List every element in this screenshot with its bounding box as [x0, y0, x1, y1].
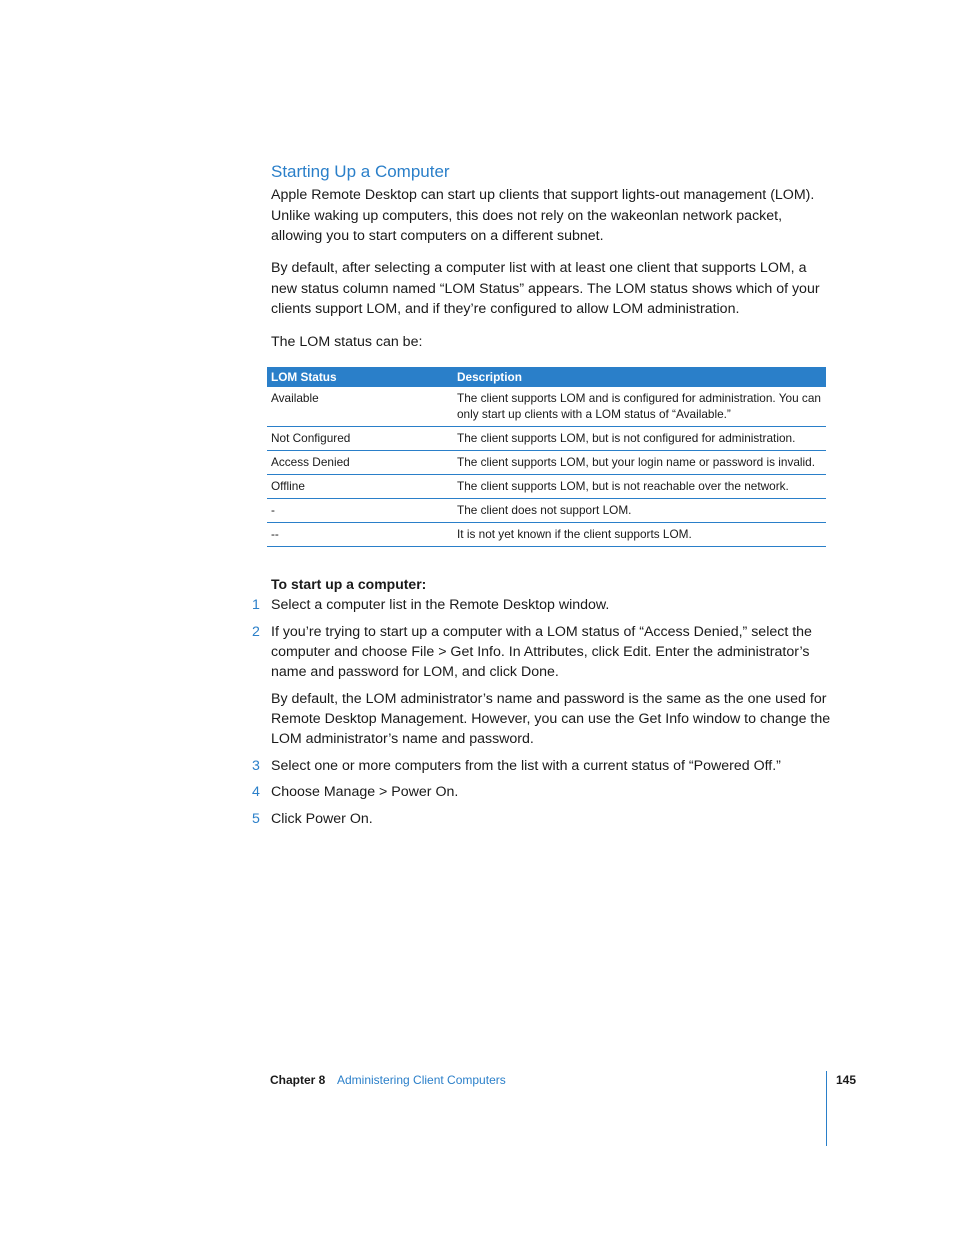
table-row	[267, 475, 826, 499]
table-row	[267, 427, 826, 451]
procedure-heading: To start up a computer:	[271, 576, 427, 592]
intro-paragraph: Apple Remote Desktop can start up clients that support lights-out management (LOM). Unlike waking up computers, this does not rely on the wakeonlan network packet, allowing you to start computers on a different subnet.	[271, 187, 815, 244]
lom-status-table	[267, 367, 826, 547]
step-number: 1	[252, 597, 260, 613]
description-cell: The client does not support LOM.	[453, 499, 826, 523]
column-header-lom-status: LOM Status	[267, 367, 453, 387]
description-cell: The client supports LOM, but your login name or password is invalid.	[453, 451, 826, 475]
table-row	[267, 499, 826, 523]
lom-status-intro: The LOM status can be:	[271, 334, 423, 350]
table-header-row	[267, 367, 826, 387]
status-cell: Not Configured	[267, 427, 453, 451]
status-column-paragraph: By default, after selecting a computer list with at least one client that supports LOM, a new status column named “LOM Status” appears. The LOM status shows which of your clients support LOM, and if they’re configured to allow LOM administration.	[271, 260, 820, 317]
step-text: If you’re trying to start up a computer with a LOM status of “Access Denied,” select the computer and choose File > Get Info. In Attributes, click Edit. Enter the administrator’s name and password for LOM, and click Done.	[271, 624, 812, 680]
status-cell: --	[267, 523, 453, 547]
status-cell: -	[267, 499, 453, 523]
step-note-text: By default, the LOM administrator’s name and password is the same as the one used for Remote Desktop Management. However, you can use the Get Info window to change the LOM administrator’s name and password.	[271, 691, 831, 747]
step-number: 5	[252, 811, 260, 827]
description-cell: The client supports LOM and is configured for administration. You can only start up clients with a LOM status of “Available.”	[453, 387, 826, 427]
column-header-description: Description	[453, 367, 826, 387]
footer-divider	[826, 1071, 827, 1146]
description-cell: It is not yet known if the client supports LOM.	[453, 523, 826, 547]
description-cell: The client supports LOM, but is not reachable over the network.	[453, 475, 826, 499]
step-number: 2	[252, 624, 260, 640]
section-title: Starting Up a Computer	[271, 162, 450, 181]
status-cell: Available	[267, 387, 453, 427]
step-text: Click Power On.	[271, 811, 373, 827]
step-text: Select a computer list in the Remote Desktop window.	[271, 597, 610, 613]
table-row	[267, 523, 826, 547]
footer-chapter: Chapter 8	[270, 1073, 326, 1087]
status-cell: Offline	[267, 475, 453, 499]
description-cell: The client supports LOM, but is not configured for administration.	[453, 427, 826, 451]
step-number: 4	[252, 784, 260, 800]
table-row	[267, 387, 826, 427]
status-cell: Access Denied	[267, 451, 453, 475]
page-number: 145	[836, 1073, 857, 1087]
footer-chapter-title: Administering Client Computers	[337, 1073, 506, 1087]
step-text: Select one or more computers from the list with a current status of “Powered Off.”	[271, 758, 781, 774]
step-text: Choose Manage > Power On.	[271, 784, 459, 800]
table-row	[267, 451, 826, 475]
step-number: 3	[252, 758, 260, 774]
